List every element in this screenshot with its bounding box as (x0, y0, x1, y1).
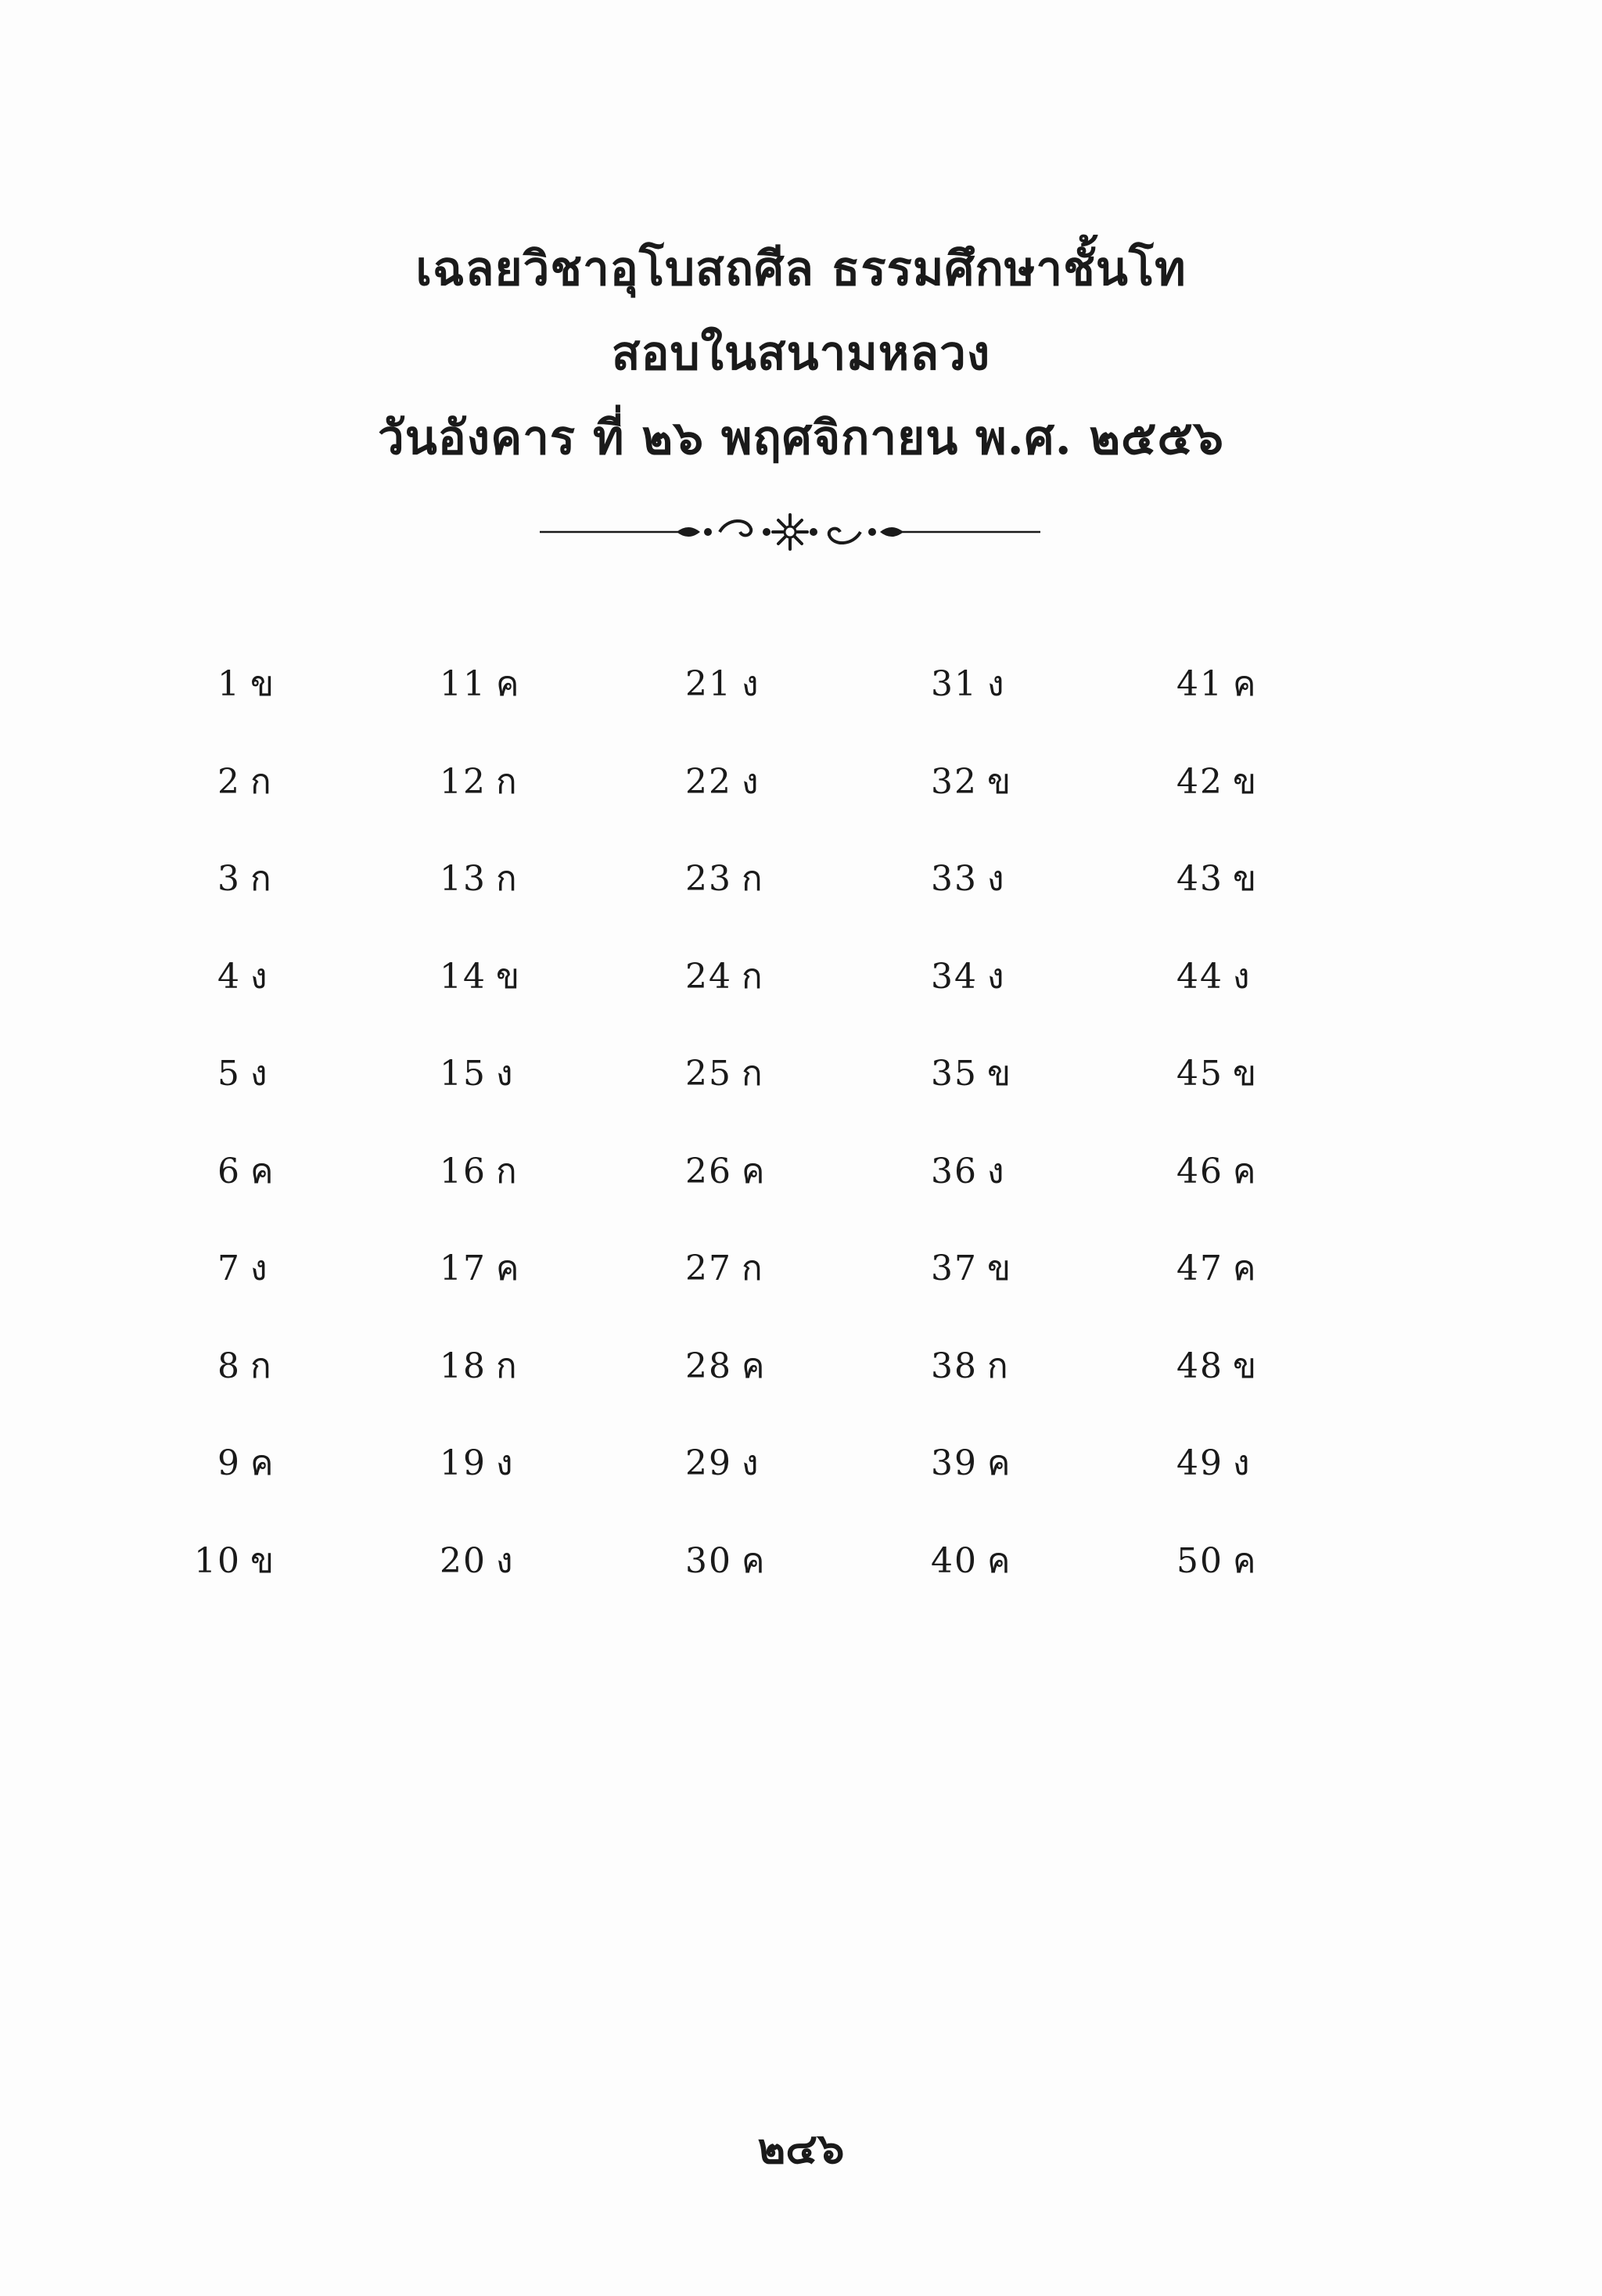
question-number: 9 (217, 1443, 241, 1483)
answer-choice: ง (496, 1540, 513, 1581)
question-number: 25 (685, 1054, 732, 1094)
answer-choice: ข (250, 664, 275, 704)
exam-venue: สอบในสนามหลวง (611, 326, 991, 381)
exam-date: วันอังคาร ที่ ๒๖ พฤศจิกายน พ.ศ. ๒๕๕๖ (378, 411, 1224, 465)
answer-row (663, 755, 820, 853)
answer-row (1155, 1144, 1311, 1242)
answer-choice: ก (742, 859, 763, 899)
answer-choice: ค (987, 1443, 1011, 1483)
question-number: 40 (931, 1540, 978, 1581)
question-number: 46 (1176, 1151, 1223, 1191)
answer-row (1155, 755, 1311, 853)
answer-row (663, 1534, 820, 1632)
answer-choice: ข (987, 1054, 1011, 1094)
answer-choice: ค (742, 1540, 765, 1581)
question-number: 34 (931, 956, 978, 997)
answer-choice: ง (742, 761, 759, 802)
answer-choice: ค (496, 664, 519, 704)
question-number: 11 (440, 664, 487, 704)
answer-row (909, 1144, 1065, 1242)
question-number: 10 (194, 1540, 241, 1581)
question-number: 39 (931, 1443, 978, 1483)
question-number: 37 (931, 1249, 978, 1288)
question-number: 32 (931, 761, 978, 802)
question-number: 29 (685, 1443, 732, 1483)
answer-column-2 (418, 657, 574, 1631)
answer-row (172, 657, 329, 755)
question-number: 1 (217, 664, 241, 704)
answer-choice: ข (1233, 1346, 1257, 1386)
answer-choice: ก (250, 761, 271, 802)
answer-row (172, 1144, 329, 1242)
question-number: 44 (1176, 956, 1223, 997)
answer-row (172, 755, 329, 853)
answer-choice: ง (496, 1054, 513, 1094)
answer-choice: ง (1233, 956, 1250, 997)
answer-row (909, 950, 1065, 1047)
answer-choice: ค (1233, 1249, 1256, 1288)
question-number: 23 (685, 859, 732, 899)
answer-row (663, 1339, 820, 1437)
answer-row (172, 1436, 329, 1534)
answer-row (663, 1241, 820, 1339)
answer-choice: ค (742, 1151, 765, 1191)
question-number: 31 (931, 664, 978, 704)
answer-choice: ข (1233, 859, 1257, 899)
answer-row (909, 852, 1065, 950)
answer-row (1155, 852, 1311, 950)
answer-choice: ก (496, 1151, 517, 1191)
question-number: 13 (440, 859, 487, 899)
question-number: 12 (440, 761, 487, 802)
answer-choice: ง (496, 1443, 513, 1483)
page-title: เฉลยวิชาอุโบสถศีล ธรรมศึกษาชั้นโท (415, 242, 1187, 296)
answer-choice: ง (987, 664, 1004, 704)
question-number: 4 (217, 956, 241, 997)
question-number: 22 (685, 761, 732, 802)
answer-row (663, 852, 820, 950)
question-number: 49 (1176, 1443, 1223, 1483)
question-number: 35 (931, 1054, 978, 1094)
answer-row (172, 852, 329, 950)
answer-row (418, 657, 574, 755)
answer-choice: ก (742, 956, 763, 997)
answer-choice: ก (496, 1346, 517, 1386)
answer-choice: ก (742, 1054, 763, 1094)
answer-row (663, 1144, 820, 1242)
question-number: 42 (1176, 761, 1223, 802)
question-number: 3 (217, 859, 241, 899)
answer-choice: ค (250, 1151, 274, 1191)
answer-row (172, 1047, 329, 1144)
question-number: 27 (685, 1249, 732, 1288)
answer-row (909, 1339, 1065, 1437)
answer-row (1155, 1047, 1311, 1144)
answer-choice: ข (1233, 1054, 1257, 1094)
answer-row (418, 1047, 574, 1144)
question-number: 38 (931, 1346, 978, 1386)
answer-choice: ข (250, 1540, 275, 1581)
answer-choice: ค (987, 1540, 1011, 1581)
answer-row (909, 1534, 1065, 1632)
answer-row (172, 1339, 329, 1437)
answer-row (663, 657, 820, 755)
answer-column-3 (663, 657, 820, 1631)
answer-choice: ก (250, 859, 271, 899)
answer-choice: ง (250, 1054, 268, 1094)
answer-choice: ง (250, 956, 268, 997)
answer-row (1155, 950, 1311, 1047)
question-number: 5 (217, 1054, 241, 1094)
question-number: 30 (685, 1540, 732, 1581)
question-number: 2 (217, 761, 241, 802)
answer-choice: ค (250, 1443, 274, 1483)
question-number: 41 (1176, 664, 1223, 704)
answer-row (172, 1241, 329, 1339)
question-number: 36 (931, 1151, 978, 1191)
question-number: 19 (440, 1443, 487, 1483)
answer-choice: ง (250, 1249, 268, 1288)
answer-row (1155, 1339, 1311, 1437)
answer-column-5 (1155, 657, 1311, 1631)
question-number: 14 (440, 956, 487, 997)
answer-choice: ก (250, 1346, 271, 1386)
answer-row (909, 1436, 1065, 1534)
answer-choice: ง (987, 859, 1004, 899)
answer-row (663, 950, 820, 1047)
answer-choice: ค (1233, 1540, 1256, 1581)
answer-choice: ง (987, 1151, 1004, 1191)
question-number: 20 (440, 1540, 487, 1581)
answer-choice: ค (1233, 664, 1256, 704)
question-number: 45 (1176, 1054, 1223, 1094)
answer-row (418, 1534, 574, 1632)
answer-choice: ก (742, 1249, 763, 1288)
answer-row (418, 852, 574, 950)
question-number: 8 (217, 1346, 241, 1386)
answer-row (418, 1144, 574, 1242)
answer-row (418, 1436, 574, 1534)
question-number: 21 (685, 664, 732, 704)
answer-row (909, 1047, 1065, 1144)
answer-choice: ก (496, 761, 517, 802)
answer-row (172, 950, 329, 1047)
answer-column-4 (909, 657, 1065, 1631)
answer-row (172, 1534, 329, 1632)
question-number: 18 (440, 1346, 487, 1386)
question-number: 43 (1176, 859, 1223, 899)
answer-choice: ข (496, 956, 520, 997)
answer-row (663, 1436, 820, 1534)
question-number: 6 (217, 1151, 241, 1191)
answer-row (1155, 1241, 1311, 1339)
answer-row (1155, 1436, 1311, 1534)
question-number: 33 (931, 859, 978, 899)
question-number: 50 (1176, 1540, 1223, 1581)
answer-column-1 (172, 657, 329, 1631)
answer-choice: ง (1233, 1443, 1250, 1483)
answer-choice: ก (496, 859, 517, 899)
answer-choice: ค (742, 1346, 765, 1386)
question-number: 48 (1176, 1346, 1223, 1386)
answer-choice: ค (1233, 1151, 1256, 1191)
answer-row (418, 950, 574, 1047)
answer-row (418, 755, 574, 853)
answer-choice: ค (496, 1249, 519, 1288)
question-number: 17 (440, 1249, 487, 1288)
question-number: 26 (685, 1151, 732, 1191)
answer-row (418, 1241, 574, 1339)
answer-row (909, 1241, 1065, 1339)
page-number: ๒๔๖ (757, 2123, 845, 2173)
answer-row (909, 657, 1065, 755)
question-number: 7 (217, 1249, 241, 1288)
answer-row (1155, 1534, 1311, 1632)
answer-choice: ก (987, 1346, 1008, 1386)
question-number: 15 (440, 1054, 487, 1094)
answer-choice: ข (987, 761, 1011, 802)
answer-choice: ง (742, 1443, 759, 1483)
answer-choice: ข (987, 1249, 1011, 1288)
question-number: 24 (685, 956, 732, 997)
answer-choice: ง (987, 956, 1004, 997)
question-number: 16 (440, 1151, 487, 1191)
question-number: 28 (685, 1346, 732, 1386)
answer-choice: ง (742, 664, 759, 704)
answer-row (663, 1047, 820, 1144)
answer-row (909, 755, 1065, 853)
answer-choice: ข (1233, 761, 1257, 802)
question-number: 47 (1176, 1249, 1223, 1288)
answer-row (1155, 657, 1311, 755)
answer-row (418, 1339, 574, 1437)
